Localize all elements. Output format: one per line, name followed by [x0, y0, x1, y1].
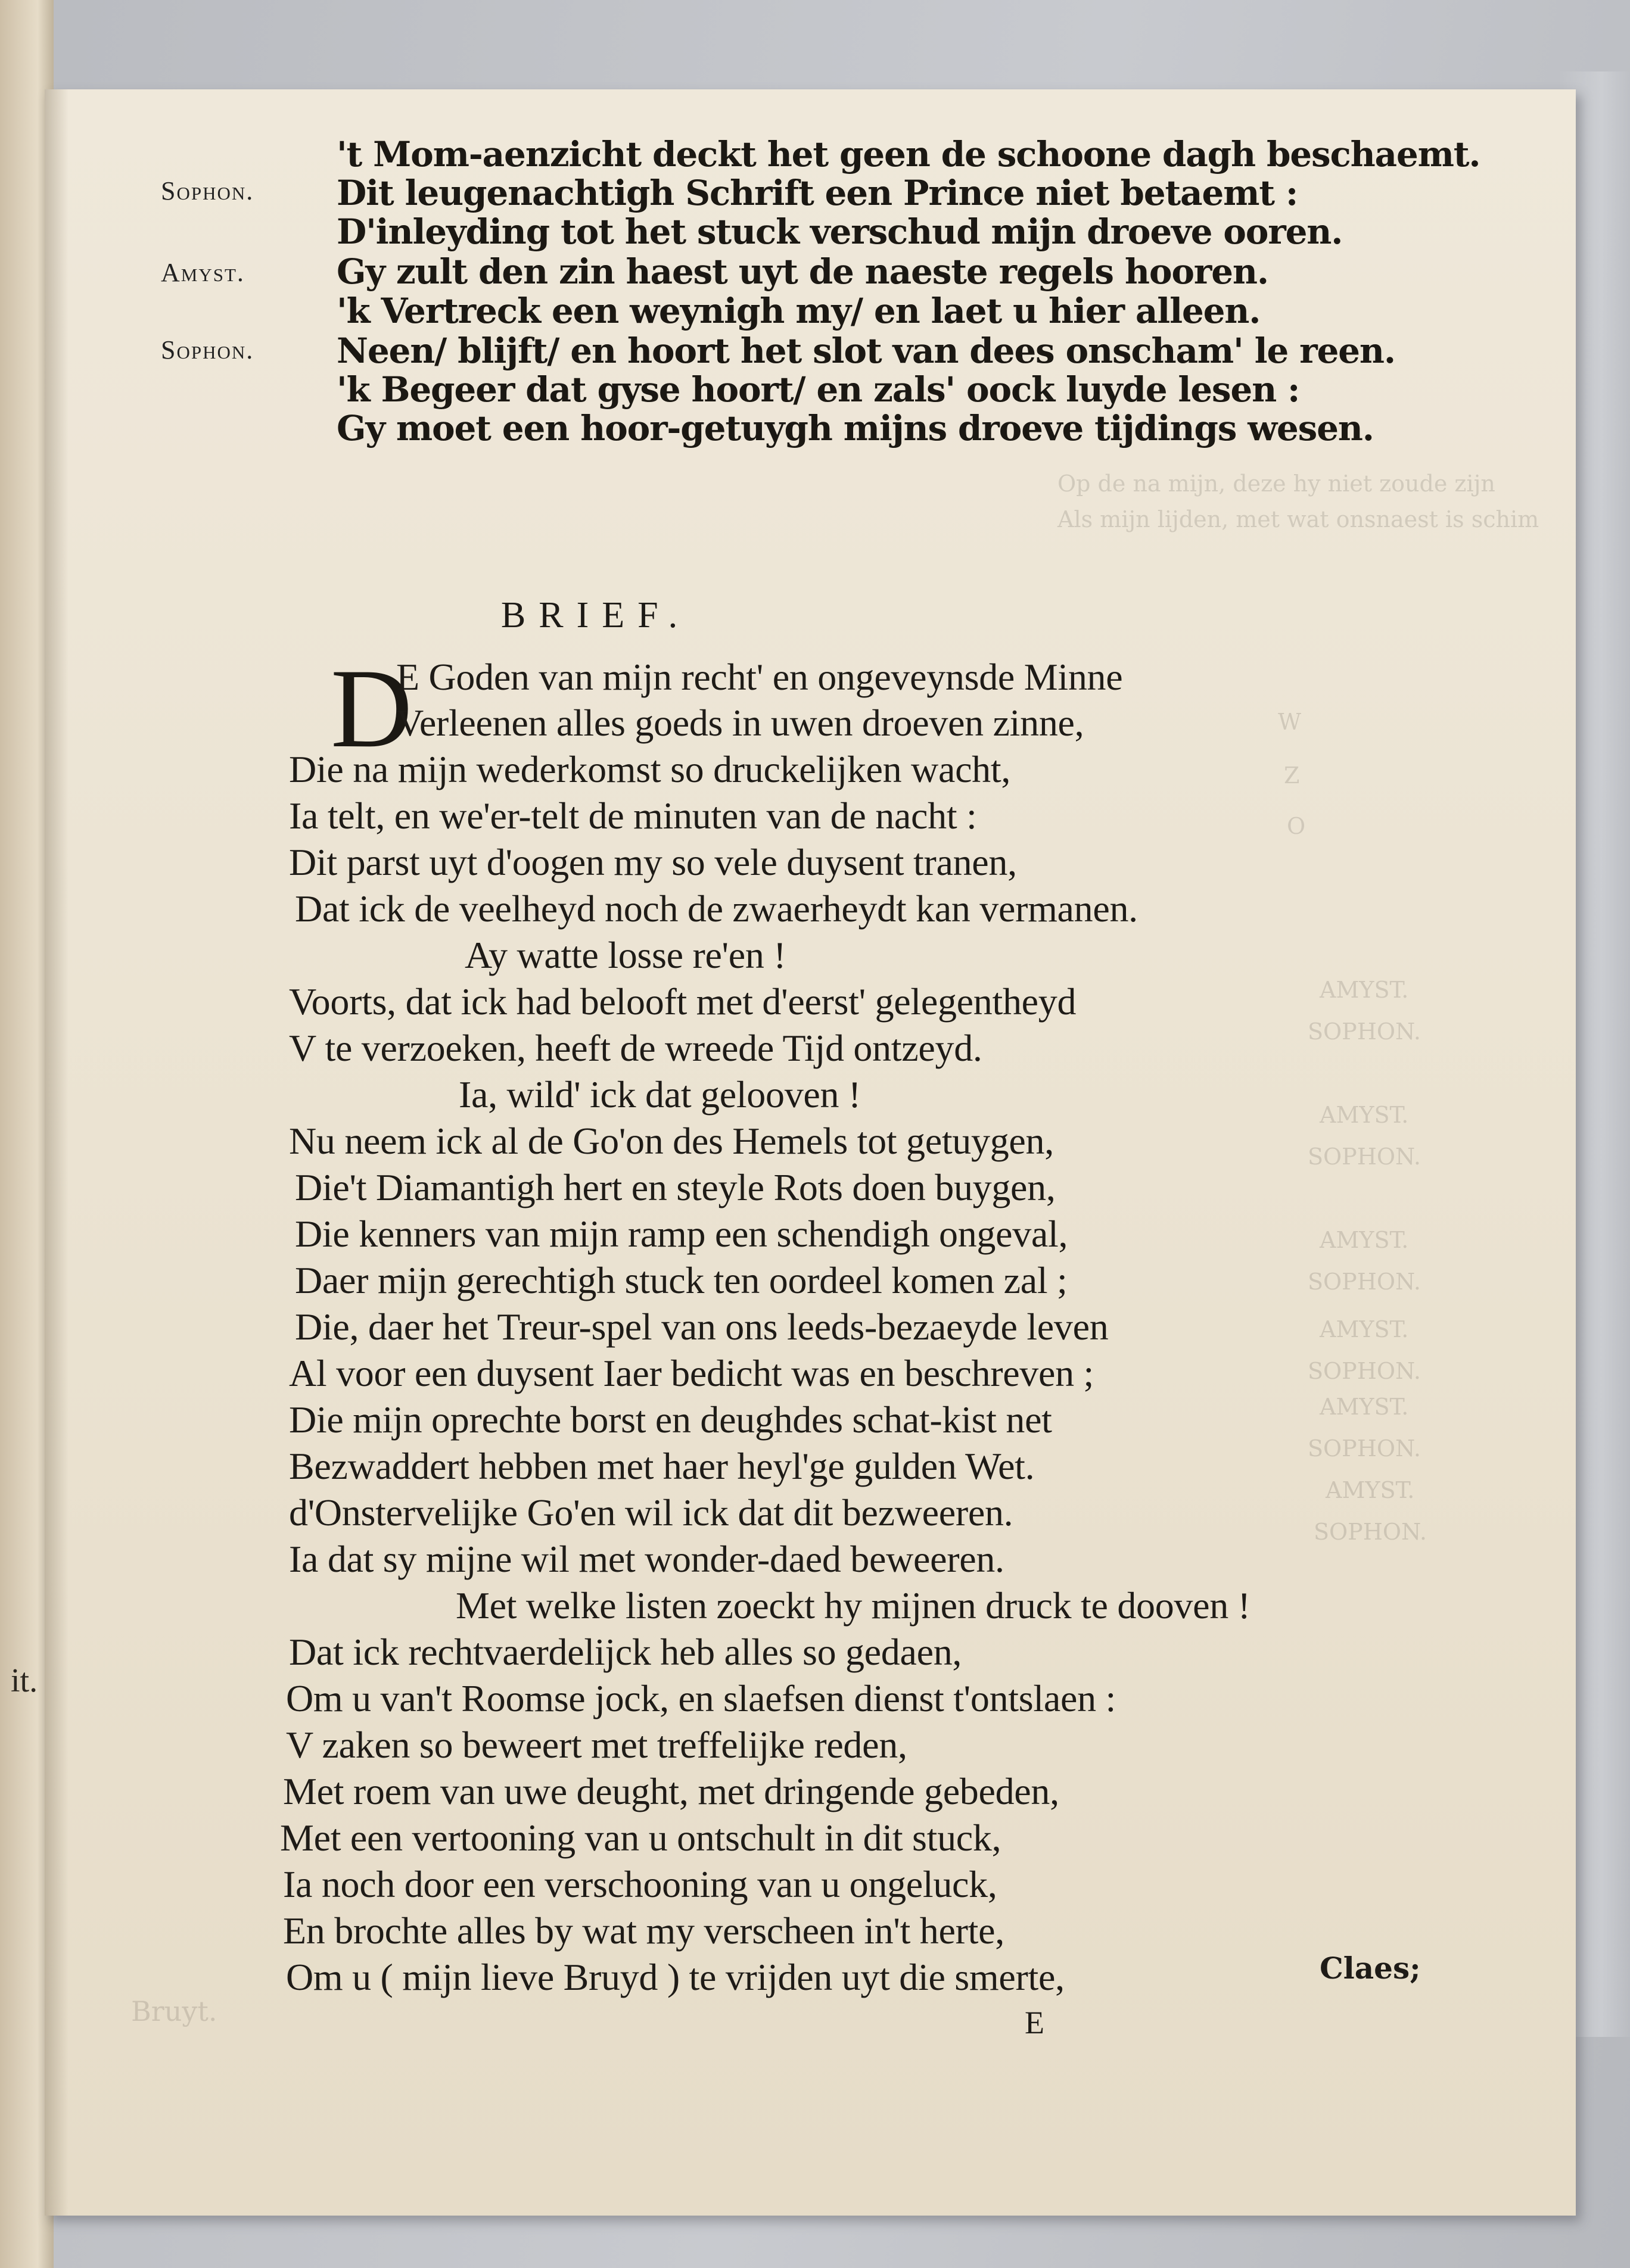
showthrough-text: Bruyt.: [131, 1995, 217, 2027]
verse-line: Al voor een duysent Iaer bedicht was en beschreven ;: [289, 1352, 1094, 1394]
showthrough-text: AMYST.: [1326, 1477, 1415, 1503]
showthrough-text: SOPHON.: [1308, 1144, 1421, 1170]
dialogue-line: Gy zult den zin haest uyt de naeste regels hooren.: [337, 251, 1268, 292]
letter-heading: BRIEF.: [500, 595, 691, 635]
showthrough-text: SOPHON.: [1314, 1519, 1427, 1545]
verse-line: Die kenners van mijn ramp een schendigh ongeval,: [295, 1213, 1068, 1255]
verse-line: Ia noch door een verschooning van u ongeluck,: [283, 1863, 997, 1905]
verse-line: Dat ick de veelheyd noch de zwaerheydt kan vermanen.: [295, 887, 1138, 930]
dialogue-line: 't Mom-aenzicht deckt het geen de schoone dagh beschaemt.: [337, 134, 1480, 175]
margin-fragment: it.: [11, 1662, 38, 1699]
verse-line: d'Onstervelijke Go'en wil ick dat dit bezweeren.: [289, 1491, 1013, 1534]
speaker-label: Amyst.: [161, 258, 245, 287]
showthrough-text: SOPHON.: [1308, 1018, 1421, 1045]
showthrough-text: AMYST.: [1320, 1227, 1409, 1253]
verse-line: Verleenen alles goeds in uwen droeven zinne,: [396, 702, 1084, 744]
dialogue-line: D'inleyding tot het stuck verschud mijn droeve ooren.: [337, 211, 1343, 252]
showthrough-text: SOPHON.: [1308, 1269, 1421, 1295]
catchword: Claes;: [1320, 1951, 1421, 1986]
verse-line: Met roem van uwe deught, met dringende gebeden,: [283, 1770, 1059, 1812]
verse-line: Om u ( mijn lieve Bruyd ) te vrijden uyt die smerte,: [286, 1956, 1065, 1998]
verse-line: Bezwaddert hebben met haer heyl'ge gulden Wet.: [289, 1445, 1035, 1487]
showthrough-text: AMYST.: [1320, 1316, 1409, 1342]
showthrough-text: O: [1287, 813, 1306, 839]
showthrough-text: SOPHON.: [1308, 1435, 1421, 1462]
showthrough-text: SOPHON.: [1308, 1358, 1421, 1384]
dialogue-line: Gy moet een hoor-getuygh mijns droeve tijdings wesen.: [337, 408, 1374, 448]
verse-line: V zaken so beweert met treffelijke reden,: [286, 1724, 907, 1766]
speaker-label: Sophon.: [161, 176, 254, 205]
verse-line: Ia, wild' ick dat gelooven !: [459, 1073, 861, 1116]
verse-line: Die na mijn wederkomst so druckelijken wacht,: [289, 748, 1011, 790]
dialogue-line: 'k Vertreck een weynigh my/ en laet u hier alleen.: [337, 291, 1261, 331]
verse-line: Met welke listen zoeckt hy mijnen druck te dooven !: [456, 1584, 1251, 1627]
verse-line: Die, daer het Treur-spel van ons leeds-bezaeyde leven: [295, 1306, 1109, 1348]
showthrough-text: AMYST.: [1320, 977, 1409, 1003]
dialogue-line: 'k Begeer dat gyse hoort/ en zals' oock luyde lesen :: [337, 369, 1300, 410]
signature-mark: E: [1025, 2005, 1044, 2040]
verse-line: En brochte alles by wat my verscheen in't herte,: [283, 1909, 1004, 1952]
showthrough-text: Op de na mijn, deze hy niet zoude zijn: [1057, 471, 1495, 497]
verse-line: Met een vertooning van u ontschult in dit stuck,: [280, 1817, 1001, 1859]
speaker-label: Sophon.: [161, 335, 254, 364]
verse-line: Voorts, dat ick had belooft met d'eerst' gelegentheyd: [289, 980, 1077, 1023]
book-page: [45, 89, 1576, 2216]
verse-line: V te verzoeken, heeft de wreede Tijd ontzeyd.: [289, 1027, 982, 1069]
showthrough-text: AMYST.: [1320, 1394, 1409, 1420]
showthrough-text: W: [1278, 709, 1302, 735]
dialogue-line: Dit leugenachtigh Schrift een Prince niet betaemt :: [337, 173, 1298, 213]
verse-line: Ia telt, en we'er-telt de minuten van de nacht :: [289, 795, 977, 837]
verse-line: Nu neem ick al de Go'on des Hemels tot getuygen,: [289, 1120, 1054, 1162]
verse-line: Dit parst uyt d'oogen my so vele duysent tranen,: [289, 841, 1017, 883]
verse-line: E Goden van mijn recht' en ongeveynsde Minne: [396, 656, 1123, 698]
verse-line: Om u van't Roomse jock, en slaefsen dienst t'ontslaen :: [286, 1677, 1116, 1719]
showthrough-text: Als mijn lijden, met wat onsnaest is schim: [1057, 506, 1539, 532]
verse-line: Ia dat sy mijne wil met wonder-daed beweeren.: [289, 1538, 1004, 1580]
gutter-shadow: [45, 89, 69, 2216]
verse-line: Die't Diamantigh hert en steyle Rots doen buygen,: [295, 1166, 1056, 1208]
verse-line: Ay watte losse re'en !: [465, 934, 786, 976]
showthrough-text: AMYST.: [1320, 1102, 1409, 1128]
verse-line: Daer mijn gerechtigh stuck ten oordeel komen zal ;: [295, 1259, 1068, 1301]
verse-line: Dat ick rechtvaerdelijck heb alles so gedaen,: [289, 1631, 962, 1673]
dialogue-line: Neen/ blijft/ en hoort het slot van dees onscham' le reen.: [337, 331, 1395, 371]
showthrough-text: Z: [1284, 762, 1300, 789]
verse-line: Die mijn oprechte borst en deughdes schat-kist net: [289, 1398, 1052, 1441]
drop-cap: D: [331, 646, 413, 771]
